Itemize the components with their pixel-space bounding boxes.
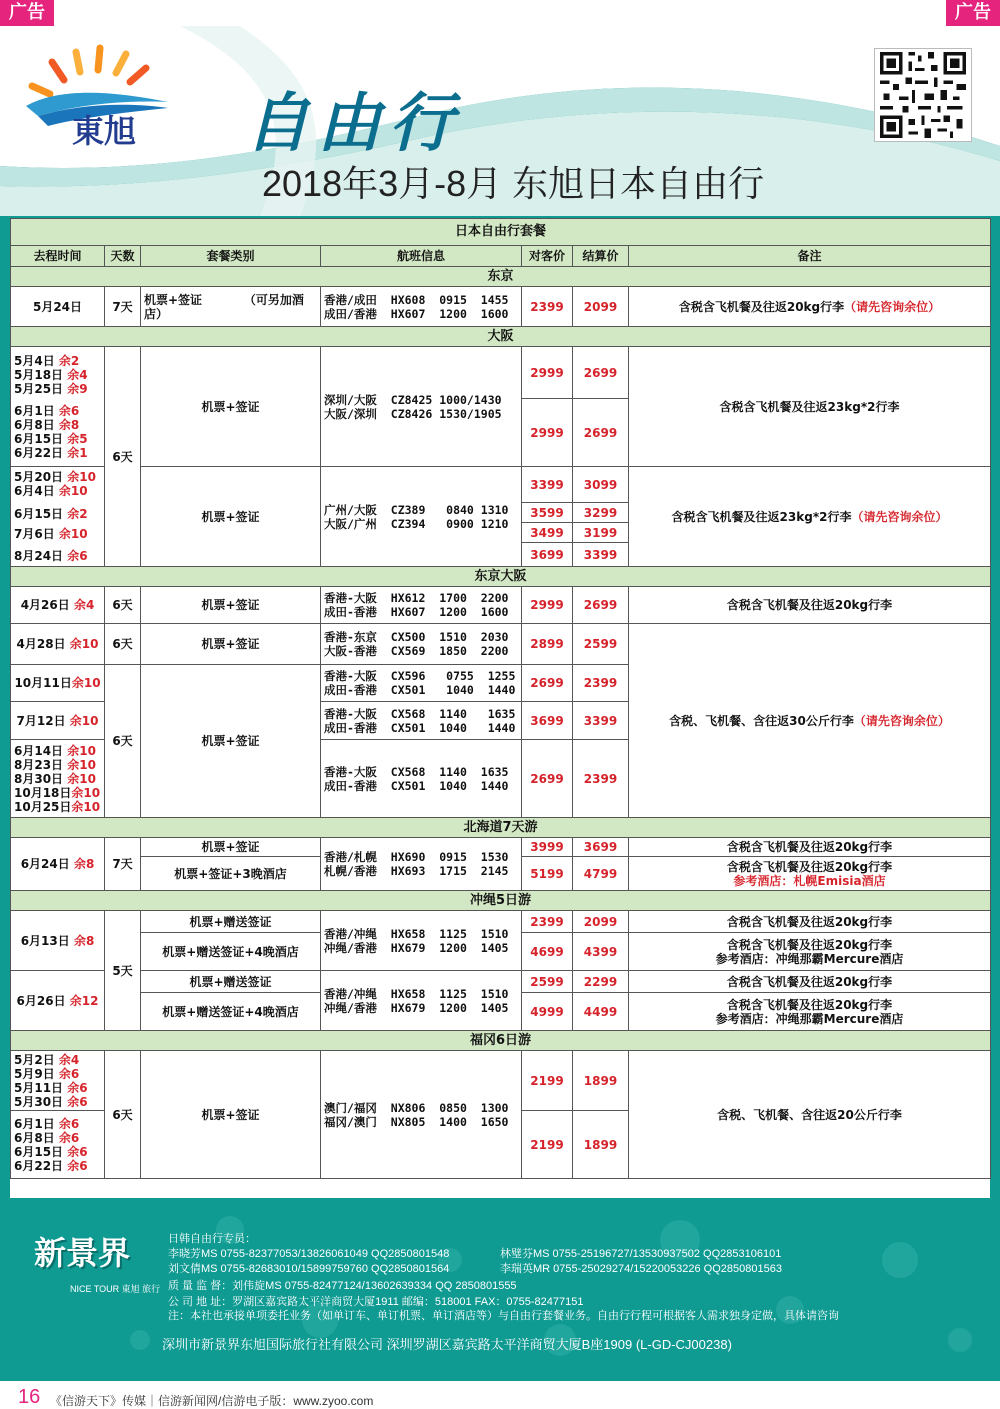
- package-cell: 机票+签证: [141, 1051, 321, 1179]
- date-cell: 5月24日: [11, 287, 105, 327]
- settle-cell: 3199: [573, 523, 629, 543]
- days-cell: 6天: [105, 347, 141, 567]
- date-cell: 6月24日 余8: [11, 838, 105, 891]
- flight-cell: 香港-大阪 HX612 1700 2200 成田-香港 HX607 1200 1600: [321, 587, 522, 624]
- price-cell: 4999: [522, 993, 573, 1031]
- settle-cell: 2399: [573, 665, 629, 702]
- table-row: [11, 838, 991, 857]
- footer-company-line: 深圳市新景界东旭国际旅行社有限公司 深圳罗湖区嘉宾路太平洋商贸大厦B座1909 (L-GD-CJ00238): [162, 1337, 732, 1352]
- table-row: [11, 287, 991, 327]
- table-row: [11, 911, 991, 933]
- days-cell: 6天: [105, 1051, 141, 1179]
- flight-cell: 香港-大阪 CX596 0755 1255 成田-香港 CX501 1040 1440: [321, 665, 522, 702]
- ad-tag-left: 广告: [0, 0, 54, 26]
- package-cell: 机票+赠送签证: [141, 971, 321, 993]
- section-tokyo-osaka: 东京大阪: [11, 567, 991, 587]
- remark-cell: 含税含飞机餐及往返20kg行李: [629, 838, 991, 857]
- package-cell: 机票+赠送签证+4晚酒店: [141, 993, 321, 1031]
- remark-cell: 含税、飞机餐、含往返20公斤行李: [629, 1051, 991, 1179]
- footer-specialist-heading: 日韩自由行专员：: [168, 1233, 256, 1245]
- col-header-days: 天数: [105, 246, 141, 267]
- remark-cell: 含税含飞机餐及往返23kg*2行李（请先咨询余位）: [629, 467, 991, 567]
- section-fukuoka: 福冈6日游: [11, 1031, 991, 1051]
- footer-quality-line: 质 量 监 督：刘伟旋MS 0755-82477124/13602639334 QQ 2850801555: [168, 1280, 517, 1292]
- package-cell: 机票+签证: [141, 467, 321, 567]
- table-header-row: [11, 246, 991, 267]
- remark-cell: 含税含飞机餐及往返20kg行李 参考酒店：冲绳那霸Mercure酒店: [629, 933, 991, 971]
- col-header-settle: 结算价: [573, 246, 629, 267]
- logo-text: 東旭: [72, 112, 137, 150]
- price-cell: 2999: [522, 587, 573, 624]
- date-list: 5月2日 余4 5月9日 余6 5月11日 余6 5月30日 余6: [11, 1051, 105, 1111]
- price-cell: 2999: [522, 399, 573, 467]
- table-row: [11, 624, 991, 665]
- flight-cell: 香港/冲绳 HX658 1125 1510 冲绳/香港 HX679 1200 1405: [321, 911, 522, 971]
- price-cell: 2699: [522, 665, 573, 702]
- package-cell: 机票+签证: [141, 665, 321, 818]
- price-cell: 3699: [522, 543, 573, 567]
- days-cell: 5天: [105, 911, 141, 1031]
- col-header-date: 去程时间: [11, 246, 105, 267]
- package-table: [10, 218, 991, 1179]
- brand-title: 自由行: [245, 86, 461, 161]
- price-cell: 2399: [522, 911, 573, 933]
- price-cell: 4699: [522, 933, 573, 971]
- remark-cell: 含税含飞机餐及往返20kg行李: [629, 971, 991, 993]
- publication-info: 《信游天下》传媒｜信游新闻网/信游电子版：www.zyoo.com: [50, 1394, 374, 1408]
- page-number: 16: [18, 1386, 41, 1408]
- days-cell: 6天: [105, 587, 141, 624]
- flight-cell: 香港/札幌 HX690 0915 1530 札幌/香港 HX693 1715 2145: [321, 838, 522, 891]
- price-cell: 3399: [522, 467, 573, 503]
- col-header-remark: 备注: [629, 246, 991, 267]
- settle-cell: 2699: [573, 587, 629, 624]
- settle-cell: 3399: [573, 543, 629, 567]
- price-cell: 3999: [522, 838, 573, 857]
- remark-cell: 含税、飞机餐、含往返30公斤行李（请先咨询余位）: [629, 624, 991, 818]
- remark-cell: 含税含飞机餐及往返20kg行李: [629, 911, 991, 933]
- flight-cell: 香港/成田 HX608 0915 1455 成田/香港 HX607 1200 1600: [321, 287, 522, 327]
- section-tokyo: 东京: [11, 267, 991, 287]
- flight-cell: 香港-大阪 CX568 1140 1635 成田-香港 CX501 1040 1440: [321, 702, 522, 740]
- settle-cell: 1899: [573, 1051, 629, 1111]
- settle-cell: 4499: [573, 993, 629, 1031]
- footer-contact-line: 李晓芳MS 0755-82377053/13826061049 QQ2850801548: [168, 1248, 450, 1260]
- settle-cell: 2599: [573, 624, 629, 665]
- date-cell: 6月26日 余12: [11, 971, 105, 1031]
- date-cell: 6月13日 余8: [11, 911, 105, 971]
- settle-cell: 2699: [573, 347, 629, 399]
- date-list: 5月20日 余10 6月4日 余10 6月15日 余2 7月6日 余10 8月24日 余6: [11, 467, 105, 567]
- ad-tag-right: 广告: [946, 0, 1000, 26]
- flight-cell: 深圳/大阪 CZ8425 1000/1430 大阪/深圳 CZ8426 1530/1905: [321, 347, 522, 467]
- price-cell: 2399: [522, 287, 573, 327]
- date-list: 6月14日 余10 8月23日 余10 8月30日 余10 10月18日余10 10月25日余10: [11, 740, 105, 818]
- footer-note-line: 注：本社也承接单项委托业务（如单订车、单订机票、单订酒店等）与自由行套餐业务。自由行行程可根据客人需求独身定做，具体请咨询: [168, 1310, 839, 1322]
- settle-cell: 3399: [573, 702, 629, 740]
- flight-cell: 广州/大阪 CZ389 0840 1310 大阪/广州 CZ394 0900 1210: [321, 467, 522, 567]
- flight-cell: 香港-大阪 CX568 1140 1635 成田-香港 CX501 1040 1440: [321, 740, 522, 818]
- table-banner: 日本自由行套餐: [11, 219, 991, 246]
- col-header-flight: 航班信息: [321, 246, 522, 267]
- remark-cell: 含税含飞机餐及往返20kg行李 参考酒店：冲绳那霸Mercure酒店: [629, 993, 991, 1031]
- days-cell: 6天: [105, 665, 141, 818]
- qr-code-icon: [874, 48, 972, 142]
- price-cell: 2899: [522, 624, 573, 665]
- col-header-price: 对客价: [522, 246, 573, 267]
- settle-cell: 2299: [573, 971, 629, 993]
- settle-cell: 2399: [573, 740, 629, 818]
- price-cell: 2199: [522, 1051, 573, 1111]
- package-cell: 机票+签证 （可另加酒店）: [141, 287, 321, 327]
- remark-cell: 含税含飞机餐及往返20kg行李（请先咨询余位）: [629, 287, 991, 327]
- footer-address-line: 公 司 地 址：罗湖区嘉宾路太平洋商贸大厦1911 邮编：518001 FAX：0755-82477151: [168, 1296, 584, 1308]
- section-hokkaido: 北海道7天游: [11, 818, 991, 838]
- remark-cell: 含税含飞机餐及往返23kg*2行李: [629, 347, 991, 467]
- table-row: [11, 587, 991, 624]
- settle-cell: 3099: [573, 467, 629, 503]
- page-subtitle: 2018年3月-8月 东旭日本自由行: [262, 163, 765, 204]
- settle-cell: 2099: [573, 911, 629, 933]
- flight-cell: 香港-东京 CX500 1510 2030 大阪-香港 CX569 1850 2200: [321, 624, 522, 665]
- remark-cell: 含税含飞机餐及往返20kg行李 参考酒店：札幌Emisia酒店: [629, 857, 991, 891]
- price-cell: 2599: [522, 971, 573, 993]
- package-cell: 机票+赠送签证: [141, 911, 321, 933]
- table-row: [11, 467, 991, 503]
- date-list: 6月1日 余6 6月8日 余6 6月15日 余6 6月22日 余6: [11, 1111, 105, 1179]
- footer-contact-line: 林璧芬MS 0755-25196727/13530937502 QQ2853106101: [500, 1248, 782, 1260]
- flight-cell: 香港/冲绳 HX658 1125 1510 冲绳/香港 HX679 1200 1405: [321, 971, 522, 1031]
- footer-contact-line: 李瑞英MR 0755-25029274/15220053226 QQ2850801563: [500, 1263, 782, 1275]
- footer-logo-text: 新景界: [34, 1234, 131, 1272]
- price-cell: 2199: [522, 1111, 573, 1179]
- date-cell: 7月12日 余10: [11, 702, 105, 740]
- price-cell: 5199: [522, 857, 573, 891]
- settle-cell: 4799: [573, 857, 629, 891]
- date-list: 5月4日 余2 5月18日 余4 5月25日 余9 6月1日 余6 6月8日 余8 6月15日 余5 6月22日 余1: [11, 347, 105, 467]
- price-cell: 2999: [522, 347, 573, 399]
- package-cell: 机票+签证: [141, 624, 321, 665]
- price-cell: 2699: [522, 740, 573, 818]
- package-cell: 机票+签证: [141, 587, 321, 624]
- price-cell: 3599: [522, 503, 573, 523]
- section-okinawa: 冲绳5日游: [11, 891, 991, 911]
- days-cell: 6天: [105, 624, 141, 665]
- settle-cell: 2699: [573, 399, 629, 467]
- settle-cell: 4399: [573, 933, 629, 971]
- date-cell: 4月26日 余4: [11, 587, 105, 624]
- table-row: [11, 1051, 991, 1111]
- footer-logo-subtitle: NICE TOUR 東旭 旅行: [70, 1284, 161, 1294]
- settle-cell: 3299: [573, 503, 629, 523]
- price-cell: 3699: [522, 702, 573, 740]
- package-cell: 机票+签证: [141, 347, 321, 467]
- remark-cell: 含税含飞机餐及往返20kg行李: [629, 587, 991, 624]
- flight-cell: 澳门/福冈 NX806 0850 1300 福冈/澳门 NX805 1400 1650: [321, 1051, 522, 1179]
- package-cell: 机票+签证+3晚酒店: [141, 857, 321, 891]
- table-row: [11, 347, 991, 399]
- date-cell: 4月28日 余10: [11, 624, 105, 665]
- days-cell: 7天: [105, 838, 141, 891]
- footer-contact-line: 刘文倩MS 0755-82683010/15899759760 QQ2850801564: [168, 1263, 450, 1275]
- settle-cell: 1899: [573, 1111, 629, 1179]
- days-cell: 7天: [105, 287, 141, 327]
- price-cell: 3499: [522, 523, 573, 543]
- col-header-package: 套餐类别: [141, 246, 321, 267]
- table-row: [11, 971, 991, 993]
- settle-cell: 2099: [573, 287, 629, 327]
- section-osaka: 大阪: [11, 327, 991, 347]
- date-cell: 10月11日余10: [11, 665, 105, 702]
- settle-cell: 3699: [573, 838, 629, 857]
- package-cell: 机票+赠送签证+4晚酒店: [141, 933, 321, 971]
- package-cell: 机票+签证: [141, 838, 321, 857]
